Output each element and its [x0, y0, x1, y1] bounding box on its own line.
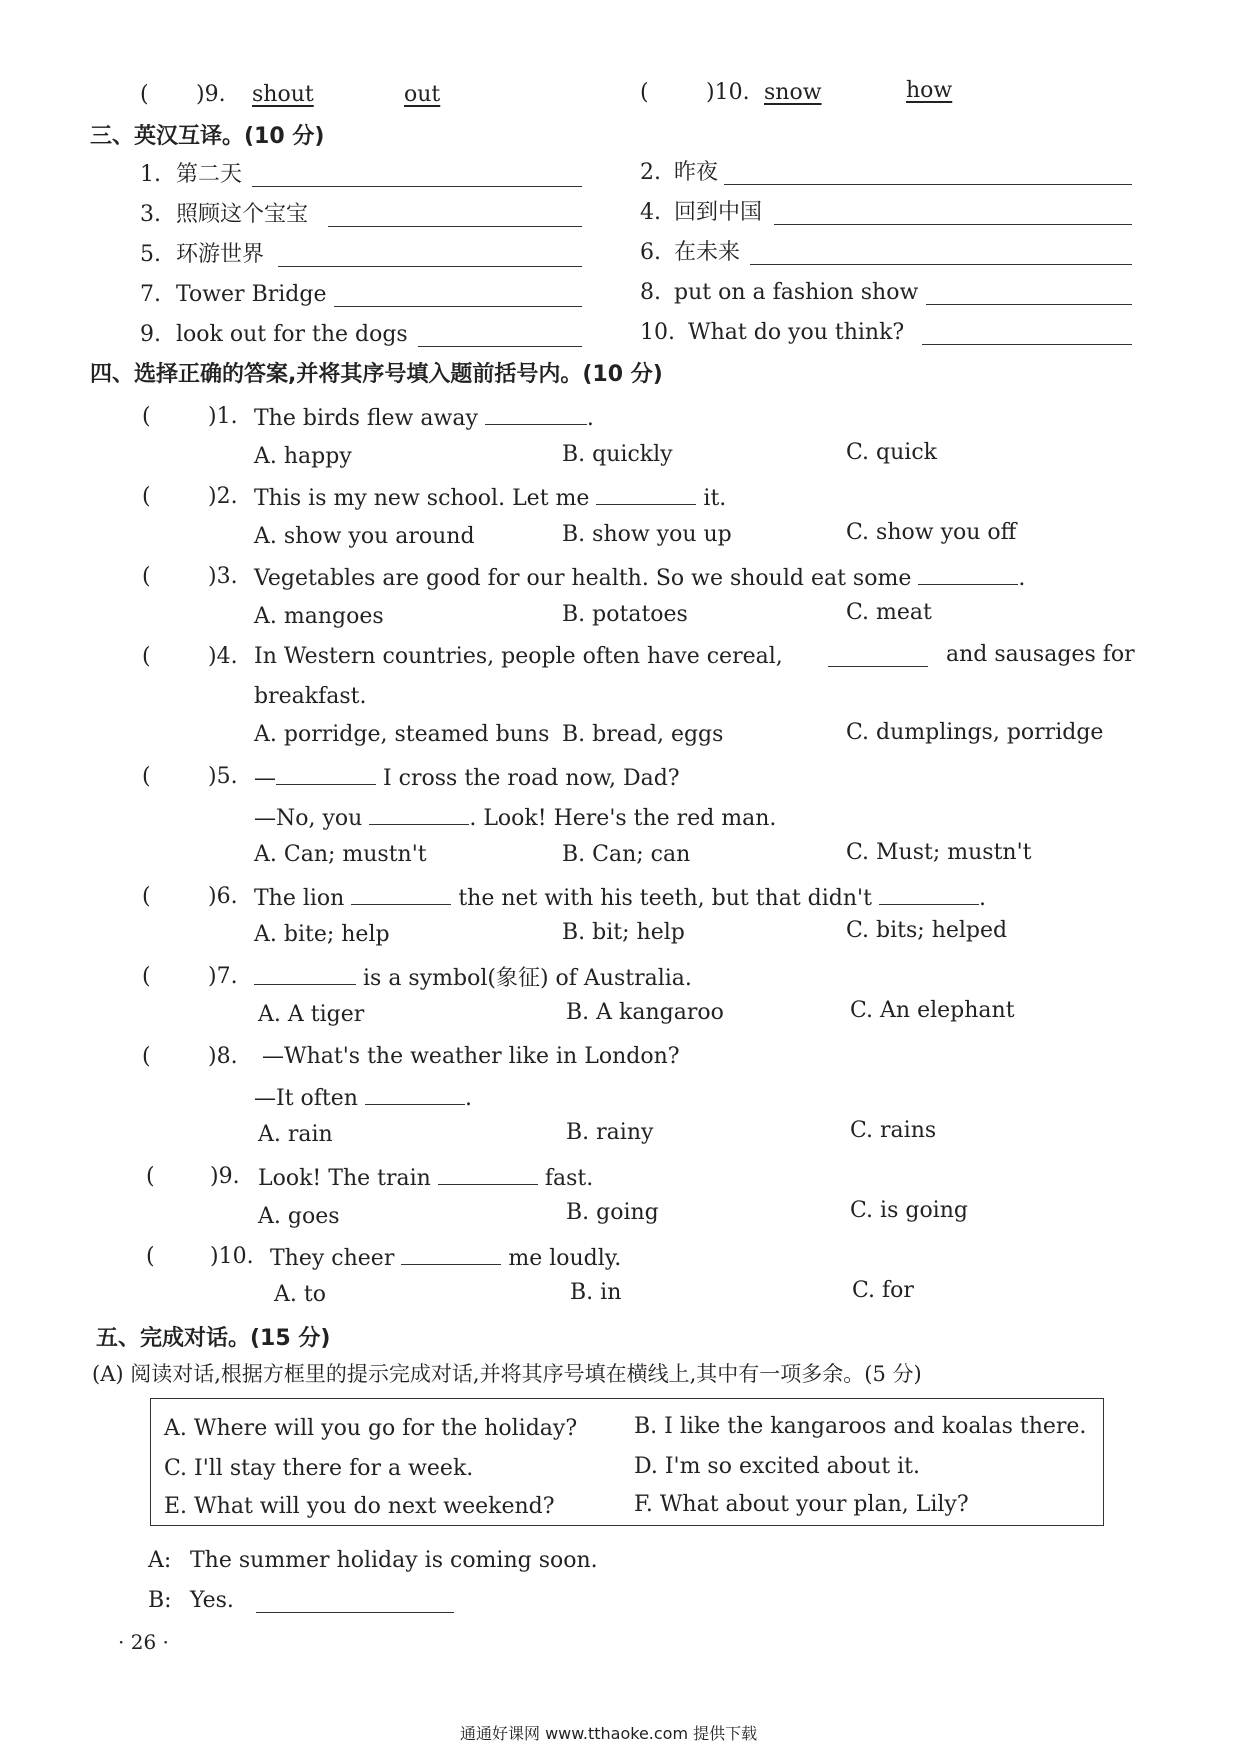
item-text: Tower Bridge	[176, 282, 327, 307]
option-b: B. bit; help	[562, 920, 685, 945]
item-text: 回到中国	[674, 200, 763, 225]
answer-paren: (	[142, 564, 151, 589]
option-b: B. Can; can	[562, 842, 691, 867]
option-c: C. meat	[846, 600, 932, 625]
answer-line[interactable]	[256, 1612, 454, 1613]
dialogue-line: Yes.	[190, 1588, 234, 1613]
answer-line[interactable]	[252, 186, 582, 187]
option-b: B. rainy	[566, 1120, 654, 1145]
answer-paren: (	[146, 1164, 155, 1189]
box-option-f: F. What about your plan, Lily?	[634, 1492, 969, 1517]
option-c: C. An elephant	[850, 998, 1015, 1023]
answer-blank[interactable]	[918, 566, 1018, 585]
answer-blank[interactable]	[438, 1166, 538, 1185]
item-text: 昨夜	[674, 160, 719, 185]
answer-line[interactable]	[922, 344, 1132, 345]
option-a: A. A tiger	[258, 1002, 365, 1027]
answer-paren: (	[142, 764, 151, 789]
answer-paren: (	[142, 964, 151, 989]
answer-blank[interactable]	[369, 806, 469, 825]
question-number: )3.	[208, 564, 238, 589]
question-number: )7.	[208, 964, 238, 989]
answer-line[interactable]	[278, 266, 582, 267]
option-c: C. Must; mustn't	[846, 840, 1032, 865]
question-stem: The birds flew away .	[254, 406, 594, 431]
option-a: A. to	[274, 1282, 326, 1307]
item-text: 在未来	[674, 240, 741, 265]
answer-blank[interactable]	[596, 486, 696, 505]
item-text: 环游世界	[176, 242, 265, 267]
question-stem: is a symbol(象征) of Australia.	[254, 966, 692, 990]
answer-blank[interactable]	[879, 886, 979, 905]
question-number: )6.	[208, 884, 238, 909]
answer-paren: (	[640, 80, 649, 105]
answer-blank[interactable]	[365, 1086, 465, 1105]
question-number: )10.	[210, 1244, 254, 1269]
option-c: C. is going	[850, 1198, 968, 1223]
item-text: 第二天	[176, 162, 243, 187]
option-a: A. porridge, steamed buns	[254, 722, 550, 747]
item-number: 7.	[140, 282, 161, 307]
item-number: 4.	[640, 200, 661, 225]
word-shout: shout	[252, 82, 314, 107]
item-number: 8.	[640, 280, 661, 305]
answer-blank[interactable]	[351, 886, 451, 905]
question-stem: In Western countries, people often have cereal,	[254, 644, 783, 669]
item-number: 10.	[640, 320, 675, 345]
section-3-title: 三、英汉互译。(10 分)	[90, 124, 325, 149]
question-number: )10.	[706, 80, 750, 105]
answer-line[interactable]	[774, 224, 1132, 225]
answer-line[interactable]	[328, 226, 582, 227]
box-option-d: D. I'm so excited about it.	[634, 1454, 920, 1479]
question-stem: Look! The train fast.	[258, 1166, 594, 1191]
question-number: )4.	[208, 644, 238, 669]
page-number: · 26 ·	[118, 1630, 169, 1654]
option-c: C. rains	[850, 1118, 937, 1143]
section-5-part-a: (A) 阅读对话,根据方框里的提示完成对话,并将其序号填在横线上,其中有一项多余。(5 分)	[92, 1362, 922, 1386]
box-option-a: A. Where will you go for the holiday?	[164, 1416, 578, 1441]
question-stem: —What's the weather like in London?	[262, 1044, 680, 1069]
question-number: )1.	[208, 404, 238, 429]
item-number: 1.	[140, 162, 161, 187]
option-a: A. bite; help	[254, 922, 390, 947]
item-number: 3.	[140, 202, 161, 227]
word-how: how	[906, 78, 953, 103]
dialogue-speaker: A:	[148, 1548, 172, 1573]
option-b: B. in	[570, 1280, 622, 1305]
answer-line[interactable]	[926, 304, 1132, 305]
item-number: 6.	[640, 240, 661, 265]
option-c: C. show you off	[846, 520, 1017, 545]
answer-blank[interactable]	[401, 1246, 501, 1265]
question-number: )2.	[208, 484, 238, 509]
answer-line[interactable]	[418, 346, 582, 347]
answer-blank[interactable]	[828, 666, 928, 667]
footer-text: 通通好课网 www.tthaoke.com 提供下载	[460, 1724, 758, 1743]
option-b: B. show you up	[562, 522, 732, 547]
question-stem: — I cross the road now, Dad?	[254, 766, 680, 791]
question-number: )9.	[196, 82, 226, 107]
answer-line[interactable]	[334, 306, 582, 307]
section-5-title: 五、完成对话。(15 分)	[96, 1326, 331, 1351]
answer-blank[interactable]	[254, 966, 356, 985]
word-snow: snow	[764, 80, 822, 105]
question-stem-cont: and sausages for	[946, 642, 1135, 667]
answer-paren: (	[142, 1044, 151, 1069]
option-b: B. going	[566, 1200, 659, 1225]
option-b: B. bread, eggs	[562, 722, 724, 747]
answer-paren: (	[142, 644, 151, 669]
option-a: A. goes	[258, 1204, 340, 1229]
question-stem-cont: —No, you . Look! Here's the red man.	[254, 806, 777, 831]
question-stem: The lion the net with his teeth, but that didn't .	[254, 886, 986, 911]
item-number: 5.	[140, 242, 161, 267]
answer-line[interactable]	[724, 184, 1132, 185]
box-option-b: B. I like the kangaroos and koalas there.	[634, 1414, 1087, 1439]
option-a: A. rain	[258, 1122, 333, 1147]
question-number: )8.	[208, 1044, 238, 1069]
question-number: )9.	[210, 1164, 240, 1189]
question-stem: This is my new school. Let me it.	[254, 486, 727, 511]
item-text: What do you think?	[688, 320, 905, 345]
answer-blank[interactable]	[485, 406, 587, 425]
answer-paren: (	[142, 484, 151, 509]
item-text: look out for the dogs	[176, 322, 408, 347]
question-stem: They cheer me loudly.	[270, 1246, 622, 1271]
item-text: put on a fashion show	[674, 280, 919, 305]
dialogue-line: The summer holiday is coming soon.	[190, 1548, 598, 1573]
answer-line[interactable]	[750, 264, 1132, 265]
option-c: C. dumplings, porridge	[846, 720, 1104, 745]
answer-paren: (	[142, 404, 151, 429]
option-c: C. quick	[846, 440, 937, 465]
answer-blank[interactable]	[276, 766, 376, 785]
answer-paren: (	[142, 884, 151, 909]
question-number: )5.	[208, 764, 238, 789]
word-out: out	[404, 82, 441, 107]
option-a: A. show you around	[254, 524, 475, 549]
item-text: 照顾这个宝宝	[176, 202, 309, 227]
dialogue-speaker: B:	[148, 1588, 172, 1613]
option-b: B. potatoes	[562, 602, 688, 627]
answer-paren: (	[140, 82, 149, 107]
box-option-e: E. What will you do next weekend?	[164, 1494, 555, 1519]
option-a: A. Can; mustn't	[254, 842, 427, 867]
question-stem-cont: —It often .	[254, 1086, 472, 1111]
item-number: 9.	[140, 322, 161, 347]
question-stem: Vegetables are good for our health. So we should eat some .	[254, 566, 1026, 591]
option-c: C. for	[852, 1278, 914, 1303]
option-a: A. happy	[254, 444, 352, 469]
question-stem-cont: breakfast.	[254, 684, 367, 709]
box-option-c: C. I'll stay there for a week.	[164, 1456, 474, 1481]
option-c: C. bits; helped	[846, 918, 1008, 943]
option-a: A. mangoes	[254, 604, 384, 629]
answer-paren: (	[146, 1244, 155, 1269]
option-b: B. A kangaroo	[566, 1000, 724, 1025]
section-4-title: 四、选择正确的答案,并将其序号填入题前括号内。(10 分)	[90, 362, 663, 387]
option-b: B. quickly	[562, 442, 673, 467]
item-number: 2.	[640, 160, 661, 185]
